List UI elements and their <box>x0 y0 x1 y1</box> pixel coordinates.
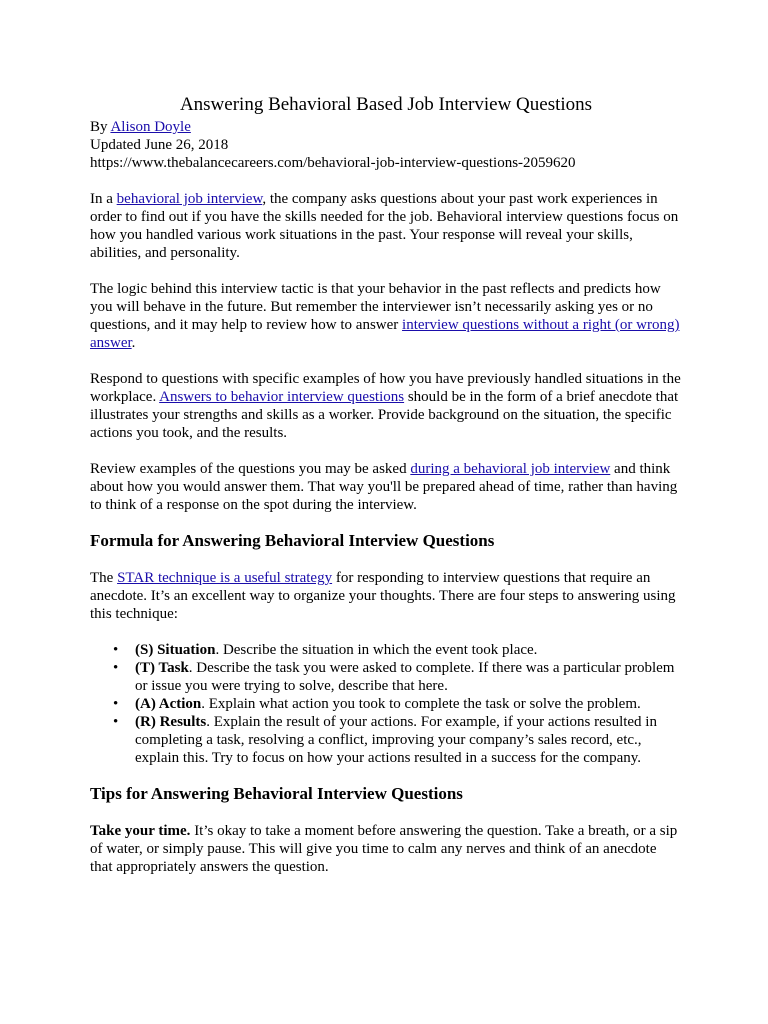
paragraph-review <box>90 460 682 514</box>
updated-date: Updated June 26, 2018 <box>90 137 229 153</box>
paragraph-intro <box>90 190 682 262</box>
list-item <box>113 695 682 713</box>
paragraph-star <box>90 569 682 623</box>
list-item <box>113 713 682 767</box>
step-text: . Describe the task you were asked to complete. If there was a particular problem or issue you were trying to solve, describe that here. <box>135 660 675 694</box>
heading-tips: Tips for Answering Behavioral Interview Questions <box>90 784 463 803</box>
step-text: . Explain what action you took to complete the task or solve the problem. <box>201 696 641 712</box>
author-link[interactable]: Alison Doyle <box>110 119 191 135</box>
step-text: . Describe the situation in which the event took place. <box>215 642 538 658</box>
paragraph-text: and think about how you would answer them. That way you'll be prepared ahead of time, rather than having to think of a response on the spot during the interview. <box>90 461 678 513</box>
step-term: (A) Action <box>135 696 202 712</box>
step-term: (T) Task <box>135 660 189 676</box>
list-item <box>113 659 682 695</box>
paragraph-text: should be in the form of a brief anecdote that illustrates your strengths and skills as a worker. Provide background on the situation, the specific actions you took, and the results. <box>90 389 679 441</box>
source-url: https://www.thebalancecareers.com/behavioral-job-interview-questions-2059620 <box>90 155 576 171</box>
document-title: Answering Behavioral Based Job Interview Questions <box>179 94 593 115</box>
step-term: (S) Situation <box>135 642 216 658</box>
paragraph-text: The logic behind this interview tactic is that your behavior in the past reflects and predicts how you will behave in the future. But remember the interviewer isn’t necessarily asking yes or no questions, and it may help to review how to answer <box>90 281 661 333</box>
bullet-icon: • <box>113 714 119 730</box>
paragraph-text: . <box>131 335 136 351</box>
paragraph-text: In a <box>90 191 117 207</box>
bullet-icon: • <box>113 696 119 712</box>
star-technique-link[interactable]: STAR technique is a useful strategy <box>117 570 333 586</box>
paragraph-text: Review examples of the questions you may be asked <box>90 461 411 477</box>
tip-term: Take your time. <box>90 823 191 839</box>
tip-text: It’s okay to take a moment before answering the question. Take a breath, or a sip of water, or simply pause. This will give you time to calm any nerves and think of an anecdote that appropriately answers the question. <box>90 823 678 875</box>
paragraph-text: for responding to interview questions that require an anecdote. It’s an excellent way to organize your thoughts. There are four steps to answering using this technique: <box>90 570 676 622</box>
paragraph-logic <box>90 280 682 352</box>
during-interview-link[interactable]: during a behavioral job interview <box>410 461 611 477</box>
heading-formula: Formula for Answering Behavioral Interview Questions <box>90 531 495 550</box>
bullet-icon: • <box>113 660 119 676</box>
step-term: (R) Results <box>135 714 207 730</box>
star-steps-list <box>90 641 682 767</box>
list-item <box>113 641 682 659</box>
answers-behavior-questions-link[interactable]: Answers to behavior interview questions <box>159 389 405 405</box>
no-right-answer-link[interactable]: interview questions without a right (or wrong) answer <box>90 317 680 351</box>
paragraph-text: The <box>90 570 118 586</box>
behavioral-job-interview-link[interactable]: behavioral job interview <box>116 191 263 207</box>
paragraph-text: Respond to questions with specific examples of how you have previously handled situations in the workplace. <box>90 371 681 405</box>
byline-prefix: By <box>90 119 111 135</box>
document-body <box>90 94 682 876</box>
step-text: . Explain the result of your actions. For example, if your actions resulted in completing a task, resolving a conflict, improving your company’s sales record, etc., explain this. Try to focus on how your actions resulted in a success for the company. <box>135 714 657 766</box>
byline <box>90 118 682 136</box>
bullet-icon: • <box>113 642 119 658</box>
paragraph-respond <box>90 370 682 442</box>
paragraph-text: , the company asks questions about your past work experiences in order to find out if you have the skills needed for the job. Behavioral interview questions focus on how you handled various work situations in the past. Your response will reveal your skills, abilities, and personality. <box>90 191 679 261</box>
paragraph-tip-take-time <box>90 822 682 876</box>
